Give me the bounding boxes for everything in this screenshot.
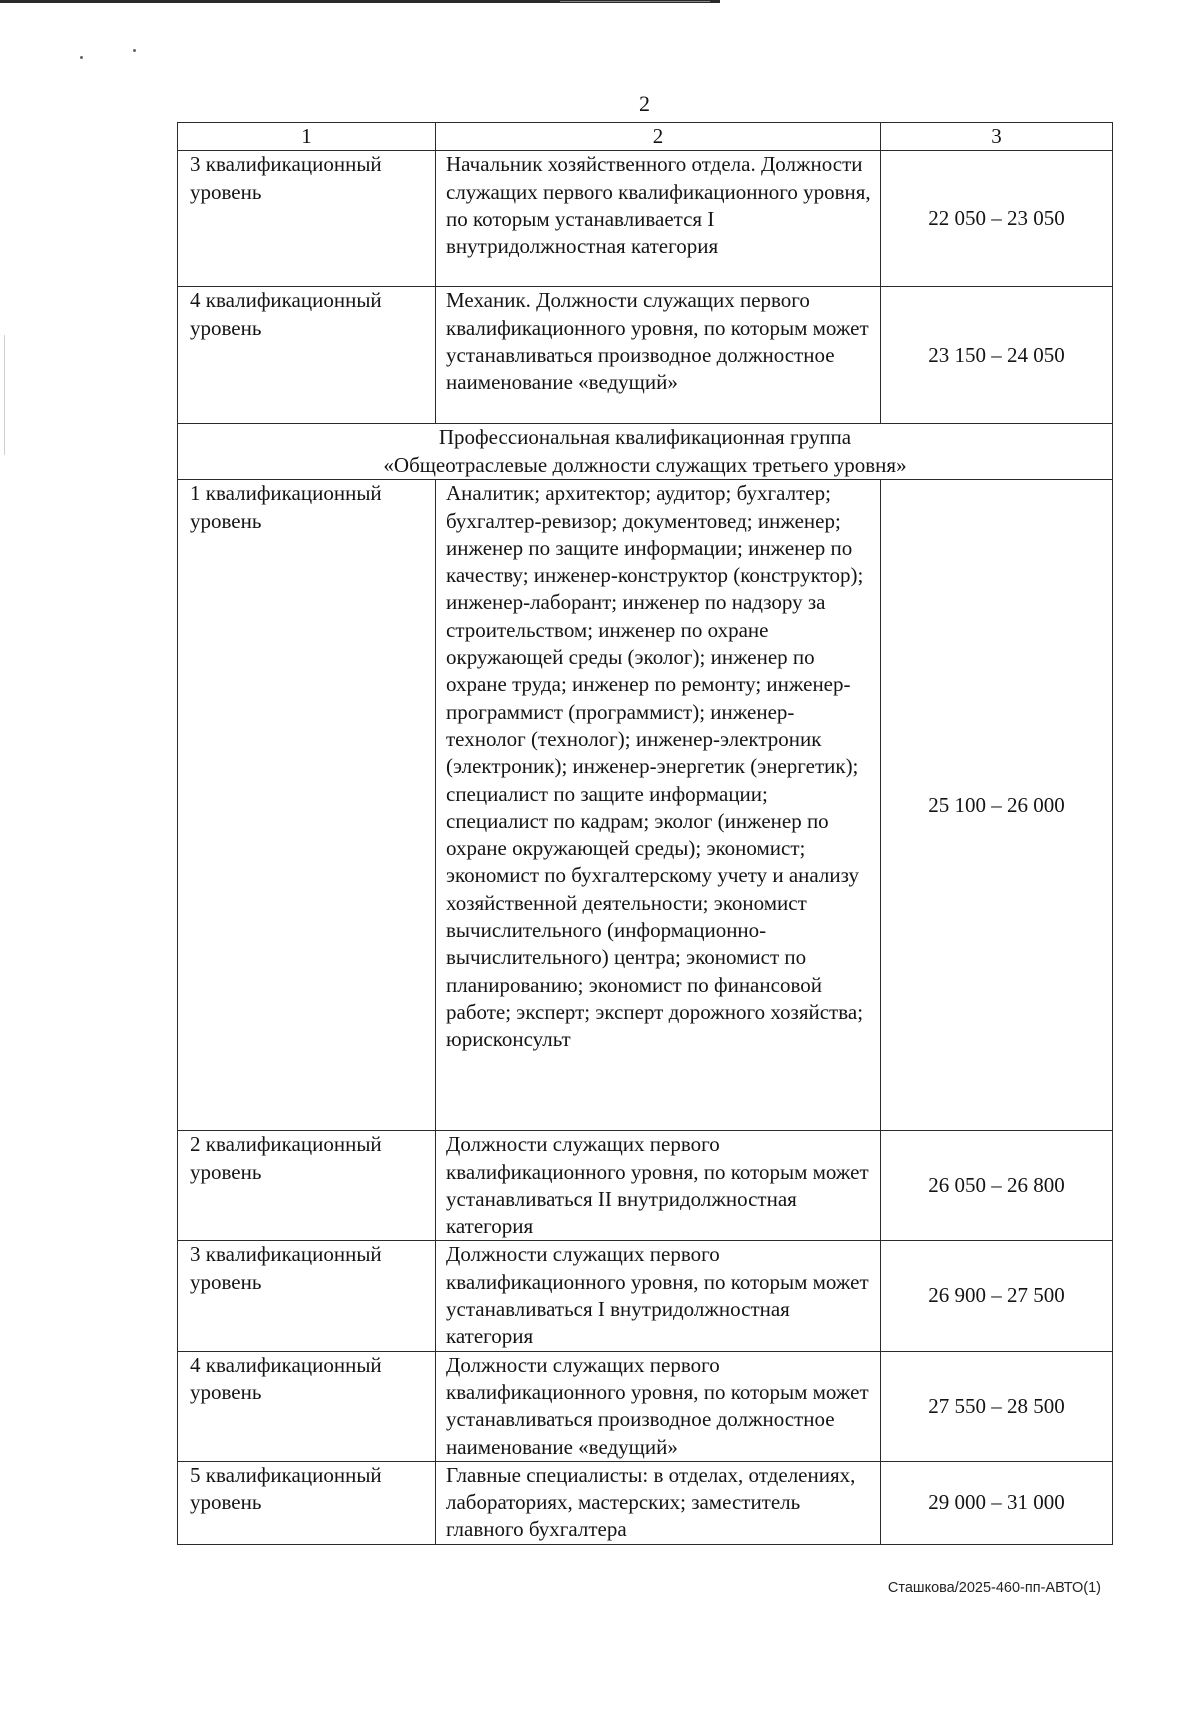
column-header: 3 [881, 123, 1113, 151]
qualification-level: 5 квалификационный уровень [178, 1461, 436, 1544]
scan-edge-line [560, 1, 710, 2]
qualification-level: 3 квалификационный уровень [178, 151, 436, 287]
salary-range: 26 900 – 27 500 [881, 1241, 1113, 1351]
positions-cell: Главные специалисты: в отделах, отделениях, лабораториях, мастерских; заместитель главного бухгалтера [436, 1461, 881, 1544]
salary-range: 27 550 – 28 500 [881, 1351, 1113, 1461]
table-row [178, 1241, 1113, 1351]
group-heading [178, 424, 1113, 480]
positions-cell: Должности служащих первого квалификационного уровня, по которым может устанавливаться I внутридолжностная категория [436, 1241, 881, 1351]
positions-cell: Аналитик; архитектор; аудитор; бухгалтер; бухгалтер-ревизор; документовед; инженер; инженер по защите информации; инженер по качеству; инженер-конструктор (конструктор); инженер-лаборант; инженер по надзору за строительством; инженер по охране окружающей среды (эколог); инженер по охране труда; инженер по ремонту; инженер-программист (программист); инженер-технолог (технолог); инженер-электроник (электроник); инженер-энергетик (энергетик); специалист по защите информации; специалист по кадрам; эколог (инженер по охране окружающей среды); экономист; экономист по бухгалтерскому учету и анализу хозяйственной деятельности; экономист вычислительного (информационно-вычислительного) центра; экономист по планированию; экономист по финансовой работе; эксперт; эксперт дорожного хозяйства; юрисконсульт [436, 480, 881, 1131]
scan-speck [133, 49, 136, 52]
scan-edge-mark [4, 335, 5, 455]
column-header: 2 [436, 123, 881, 151]
table-row [178, 1461, 1113, 1544]
qualification-level: 4 квалификационный уровень [178, 1351, 436, 1461]
group-heading-line: «Общеотраслевые должности служащих третьего уровня» [383, 452, 907, 477]
salary-range: 22 050 – 23 050 [881, 151, 1113, 287]
qualification-level: 1 квалификационный уровень [178, 480, 436, 1131]
table-header-row [178, 123, 1113, 151]
qualification-level: 2 квалификационный уровень [178, 1131, 436, 1241]
qualification-level: 3 квалификационный уровень [178, 1241, 436, 1351]
positions-cell: Должности служащих первого квалификационного уровня, по которым может устанавливаться производное должностное наименование «ведущий» [436, 1351, 881, 1461]
salary-range: 23 150 – 24 050 [881, 287, 1113, 424]
column-header: 1 [178, 123, 436, 151]
table-row [178, 151, 1113, 287]
group-heading-line: Профессиональная квалификационная группа [438, 425, 852, 450]
table-row [178, 1131, 1113, 1241]
salary-range: 26 050 – 26 800 [881, 1131, 1113, 1241]
table-row [178, 287, 1113, 424]
positions-cell: Начальник хозяйственного отдела. Должности служащих первого квалификационного уровня, по которым устанавливается I внутридолжностная категория [436, 151, 881, 287]
scan-speck [80, 56, 83, 59]
positions-cell: Должности служащих первого квалификационного уровня, по которым может устанавливаться II внутридолжностная категория [436, 1131, 881, 1241]
salary-range: 25 100 – 26 000 [881, 480, 1113, 1131]
group-heading-row [178, 424, 1113, 480]
page-number: 2 [639, 91, 650, 116]
table-row [178, 1351, 1113, 1461]
qualification-table [177, 122, 1113, 1545]
positions-cell: Механик. Должности служащих первого квалификационного уровня, по которым может устанавливаться производное должностное наименование «ведущий» [436, 287, 881, 424]
salary-range: 29 000 – 31 000 [881, 1461, 1113, 1544]
document-code: Сташкова/2025-460-пп-АВТО(1) [887, 1580, 1101, 1596]
table-row [178, 480, 1113, 1131]
qualification-level: 4 квалификационный уровень [178, 287, 436, 424]
